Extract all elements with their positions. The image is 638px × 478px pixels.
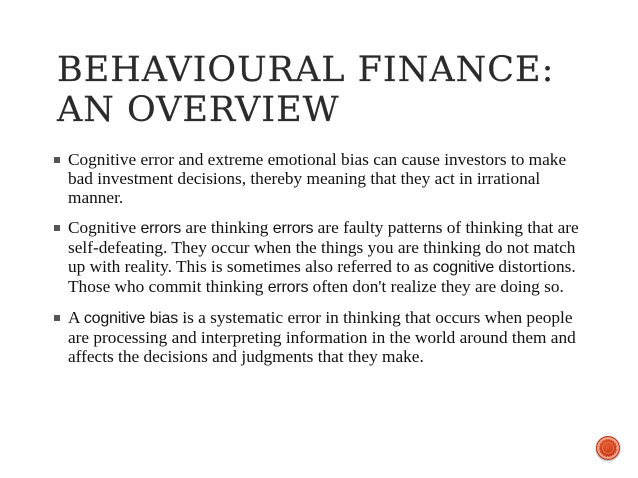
bullet-keyword: errors	[272, 220, 314, 237]
square-bullet-icon	[54, 225, 60, 231]
bullet-segment: Cognitive	[68, 218, 141, 237]
bullet-segment: Cognitive error and extreme emotional bias can cause investors to make bad investment decisions, thereby meaning that they act in irrational manner.	[68, 150, 567, 207]
slide-title-line-1: BEHAVIOURAL FINANCE:	[57, 50, 555, 90]
slide-title-line-2: AN OVERVIEW	[57, 90, 340, 130]
bullet-item	[52, 218, 592, 297]
bullet-segment: is a systematic error in thinking that occurs when people are processing and interpreting information in the world around them and affects the decisions and judgments that they make.	[68, 308, 576, 366]
square-bullet-icon	[54, 157, 60, 163]
bullet-keyword: cognitive	[432, 259, 495, 276]
bullet-keyword: cognitive bias	[83, 310, 179, 327]
bullet-segment: are faulty patterns of thinking that are self-defeating. They occur when the things you are thinking do not match up with reality. This is sometimes also referred to as	[68, 218, 579, 276]
bullet-segment: A	[68, 308, 84, 327]
bullet-segment: distortions. Those who commit thinking	[68, 257, 576, 296]
bullet-item	[52, 150, 592, 207]
bullet-item	[52, 308, 592, 366]
bullet-keyword: errors	[140, 220, 182, 237]
bullet-segment: often don't realize they are doing so.	[308, 277, 564, 296]
circle-nav-icon	[597, 437, 619, 459]
bullet-segment: are thinking	[181, 218, 273, 237]
bullet-keyword: errors	[267, 279, 309, 296]
bullet-text	[68, 150, 566, 207]
bullet-list	[52, 150, 592, 377]
bullet-text	[68, 308, 576, 366]
slide-title	[57, 50, 617, 130]
slide-nav-button[interactable]	[596, 436, 620, 460]
bullet-text	[68, 218, 579, 296]
square-bullet-icon	[54, 315, 60, 321]
